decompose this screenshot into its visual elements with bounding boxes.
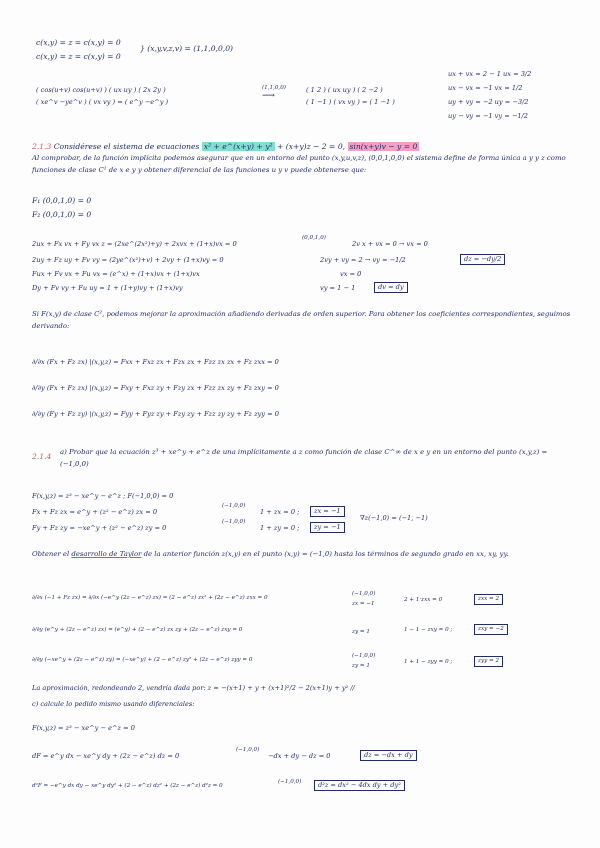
taylor-result-3: 1 + 1 − zyy = 0 ;: [404, 659, 453, 665]
equation-1: c(x,y) = z = c(x,y) = 0: [36, 38, 121, 47]
first-differential-result: −dx + dy − dz = 0: [268, 752, 331, 760]
differential-f: F(x,y,z) = z³ − xe^y − e^z = 0: [32, 724, 135, 732]
problem-2-body: Al comprobar, de la función implícita podemos asegurar que en un entorno del punto (x,y,u,v,z), (0,0,1,0,0) el sistema define de forma única a y y z como funciones de clase C¹ de x e y y obtener diferencial de las funciones u y v puede obtenerse que:: [32, 154, 566, 174]
arrow-icon: ⟶: [262, 91, 275, 101]
derivative-result-4: vy = 1 − 1: [320, 284, 356, 292]
matrix-row-1: ( cos(u+v) cos(u+v) ) ( ux uy ) ( 2x 2y ): [36, 86, 166, 94]
approximation-line: La aproximación, redondeando 2, vendría dada por: z ≈ −(x+1) + y + (x+1)²/2 − 2(x+1)y + y² //: [32, 684, 355, 692]
taylor-line-3: ∂/∂y (−xe^y + (2z − e^z) zy) = (−xe^y) + (2 − e^z) zy² + (2z − e^z) zyy = 0: [32, 657, 253, 663]
partial-x-point: (−1,0,0): [222, 503, 246, 509]
second-derivative-3: ∂/∂y (Fy + Fz zy) |(x,y,z) = Fyy + Fyz zy + Fzy zy + Fzz zy zy + Fz zyy = 0: [32, 410, 279, 418]
first-differential: dF = e^y dx − xe^y dy + (2z − e^z) dz = 0: [32, 752, 180, 760]
matrix-eval-row-2: ( 1 −1 ) ( vx vy ) = ( 1 −1 ): [306, 98, 395, 106]
second-derivative-2: ∂/∂y (Fx + Fz zx) |(x,y,z) = Fxy + Fxz zy + Fzy zx + Fzz zx zy + Fz zxy = 0: [32, 384, 279, 392]
problem-3-number: 2.1.4: [32, 452, 52, 461]
highlight-equation-1: x² + e^(x+y) + y²: [203, 142, 273, 151]
matrix-row-2: ( xe^v −ye^v ) ( vx vy ) = ( e^y −e^y ): [36, 98, 169, 106]
derivative-result-1: 2v x + vx = 0 → vx = 0: [352, 240, 428, 248]
derivative-point-1: (0,0,1,0): [302, 235, 326, 241]
second-differential-point: (−1,0,0): [278, 779, 302, 785]
system-row-4: uy − vy = −1 vy = −1/2: [448, 112, 528, 120]
boxed-zxy: zxy = −2: [474, 624, 508, 635]
partial-x-result: 1 + zx = 0 ;: [260, 508, 300, 516]
second-differential: d²F = −e^y dx dy − xe^y dy² + (2 − e^z) dz² + (2z − e^z) d²z = 0: [32, 783, 223, 789]
taylor-point-1: (−1,0,0): [352, 591, 376, 597]
matrix-eval-row-1: ( 1 2 ) ( ux uy ) ( 2 −2 ): [306, 86, 383, 94]
eval-point-label: (1,1,0,0): [262, 85, 286, 91]
problem-text-b: + (x+y)z − 2 = 0,: [276, 142, 346, 151]
derivative-result-3: vx = 0: [340, 270, 362, 278]
taylor-line-1: ∂/∂x (−1 + Fz zx) = ∂/∂x (−e^y (2z − e^z) zx) = (2 − e^z) zx² + (2z − e^z) zxx = 0: [32, 595, 268, 601]
derivative-line-3: Fux + Fv vx + Fu vx = (e^x) + (1+x)vx + (1+x)vx: [32, 270, 200, 278]
condition-1: F₁ (0,0,1,0) = 0: [32, 196, 92, 205]
taylor-cond-3: zy = 1: [352, 663, 370, 669]
taylor-cond-1: zx = −1: [352, 601, 375, 607]
derivative-result-2: 2vy + vy = 2 → vy = −1/2: [320, 256, 406, 264]
taylor-result-1: 2 + 1·zxx = 0: [404, 597, 443, 603]
part-c-text: c) calcule lo pedido mismo usando diferenciales:: [32, 700, 195, 708]
highlight-equation-2: sin(x+y)v − y = 0: [349, 142, 418, 151]
taylor-result-2: 1 − 1 − zxy = 0 ;: [404, 627, 453, 633]
problem-text-a: Considérese el sistema de ecuaciones: [53, 142, 200, 151]
paragraph-higher-order: Si F(x,y) de clase C², podemos mejorar la aproximación añadiendo derivadas de orden superior. Para obtener los coeficientes correspondientes, seguimos derivando:: [32, 310, 571, 330]
condition-2: F₂ (0,0,1,0) = 0: [32, 210, 92, 219]
equation-2: c(x,y) = z = c(x,y) = 0: [36, 52, 121, 61]
system-row-3: uy + vy = −2 uy = −3/2: [448, 98, 529, 106]
derivative-line-4: Dy + Fv vy + Fu uy = 1 + (1+y)vy + (1+x)vy: [32, 284, 183, 292]
problem-3-text: a) Probar que la ecuación z³ + xe^y + e^z de una implícitamente a z como función de clase C^∞ de x e y en un entorno del punto (x,y,z) = (−1,0,0): [60, 448, 548, 468]
boxed-result-dz: dz = −dy/2: [460, 254, 505, 265]
boxed-dz: dz = −dx + dy: [360, 750, 417, 761]
part-b-text-a: Obtener el: [32, 550, 70, 558]
second-derivative-1: ∂/∂x (Fx + Fz zx) |(x,y,z) = Fxx + Fxz zx + Fzx zx + Fzz zx zx + Fz zxx = 0: [32, 358, 279, 366]
part-b-text: [32, 548, 572, 560]
derivative-line-1: 2ux + Fx vx + Fy vx z = (2xe^(2x²)+y) + 2xvx + (1+x)vx = 0: [32, 240, 237, 248]
system-row-2: ux − vx = −1 vx = 1/2: [448, 84, 523, 92]
taylor-point-3: (−1,0,0): [352, 653, 376, 659]
first-differential-point: (−1,0,0): [236, 747, 260, 753]
problem-2-header: [32, 142, 419, 151]
boxed-zx: zx = −1: [310, 506, 345, 517]
brace-note: } (x,y,v,z,v) = (1,1,0,0,0): [140, 44, 233, 53]
problem-3-header: [32, 452, 51, 461]
boxed-result-dv: dv = dy: [374, 282, 408, 293]
derivative-line-2: 2uy + Fz uy + Fv vy = (2ye^(x²)+v) + 2vy + (1+x)vy = 0: [32, 256, 224, 264]
part-b-text-b: de la anterior función z(x,y) en el punto (x,y) = (−1,0) hasta los términos de segundo grado en xx, xy, yy.: [143, 550, 509, 558]
gradient-note: ∇z(−1,0) = (−1, −1): [360, 514, 428, 522]
taylor-underlined: desarrollo de Taylor: [71, 550, 142, 558]
partial-y-result: 1 + zy = 0 ;: [260, 524, 300, 532]
partial-y-line: Fy + Fz zy = −xe^y + (z² − e^z) zy = 0: [32, 524, 167, 532]
partial-x-line: Fx + Fz zx = e^y + (z² − e^z) zx = 0: [32, 508, 158, 516]
problem-number: 2.1.3: [32, 142, 52, 151]
system-row-1: ux + vx = 2 − 1 ux = 3/2: [448, 70, 532, 78]
boxed-zy: zy = −1: [310, 522, 345, 533]
boxed-d2z: d²z = dx² − 4dx dy + dy²: [314, 780, 405, 791]
taylor-cond-2: zy = 1: [352, 629, 370, 635]
partial-y-point: (−1,0,0): [222, 519, 246, 525]
boxed-zyy: zyy = 2: [474, 656, 503, 667]
boxed-zxx: zxx = 2: [474, 594, 503, 605]
function-def: F(x,y,z) = z³ − xe^y − e^z ; F(−1,0,0) = 0: [32, 492, 174, 500]
taylor-line-2: ∂/∂y (e^y + (2z − e^z) zx) = (e^y) + (2 − e^z) zx zy + (2z − e^z) zxy = 0: [32, 627, 243, 633]
